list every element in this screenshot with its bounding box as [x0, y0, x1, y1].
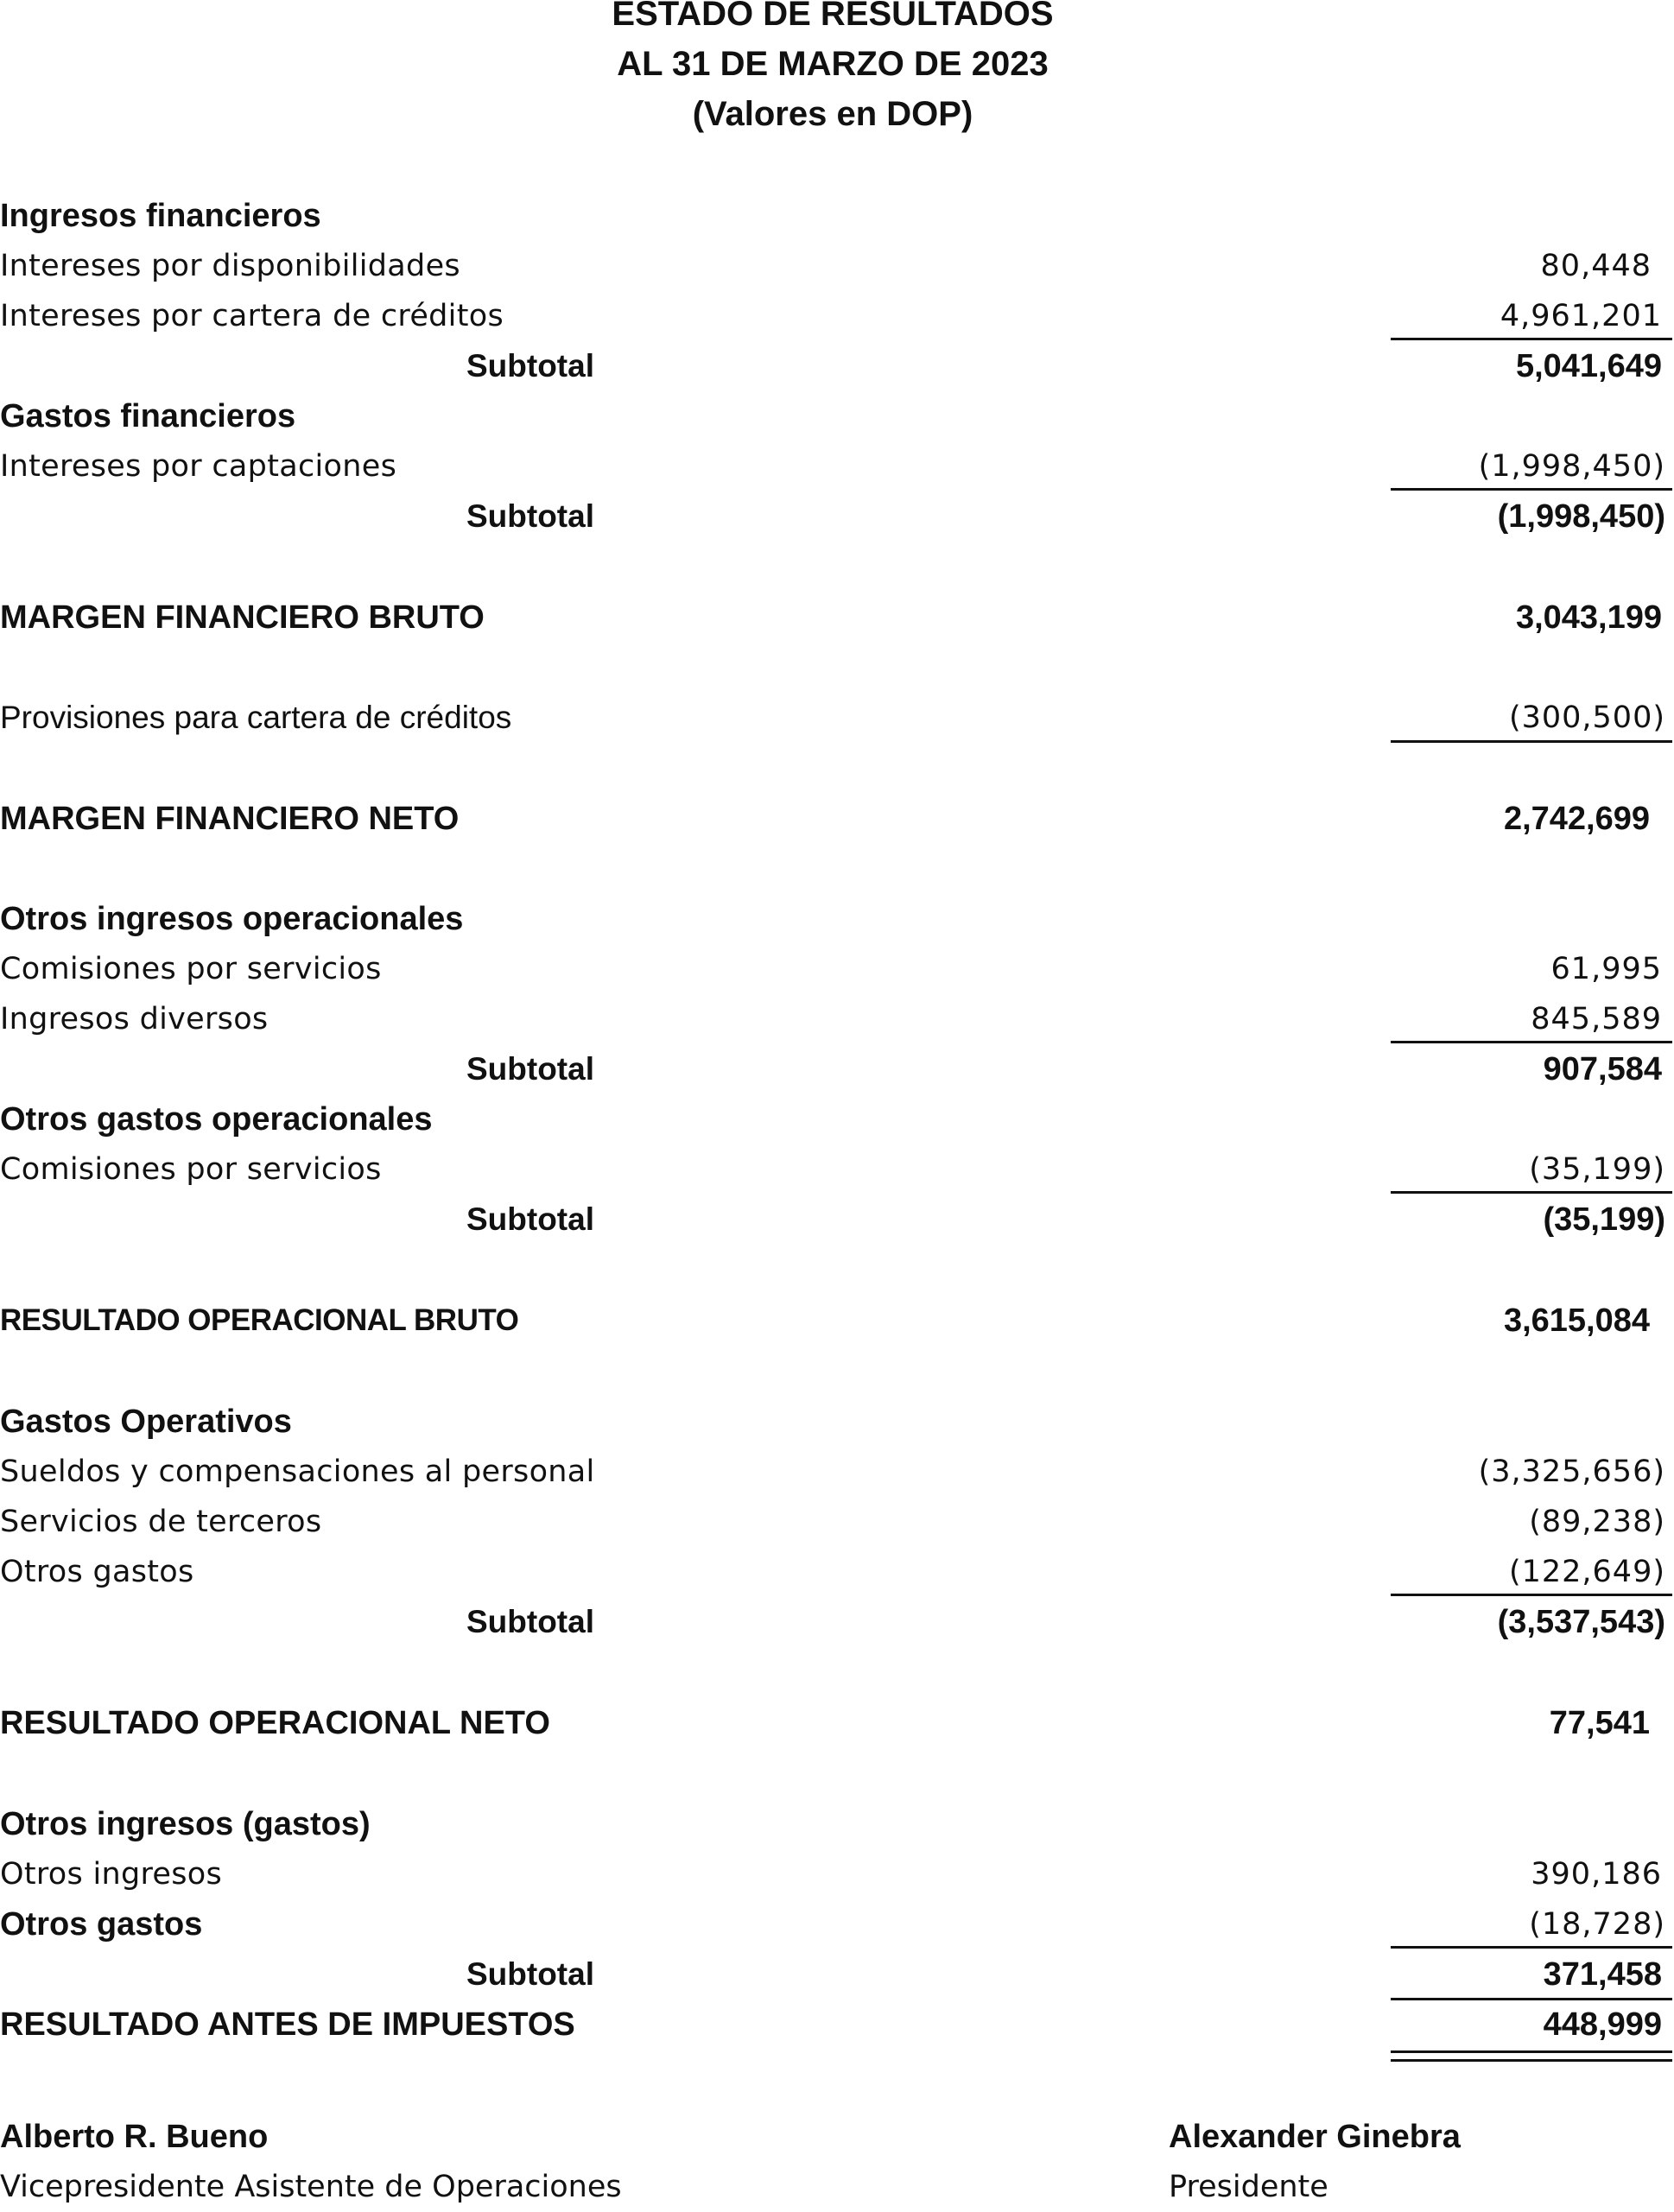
line-item-label: Comisiones por servicios [0, 952, 382, 986]
total-label: RESULTADO OPERACIONAL NETO [0, 1705, 550, 1741]
line-item [0, 1497, 1674, 1547]
line-item [0, 441, 1674, 491]
total-amount: 3,615,084 [1503, 1302, 1650, 1339]
line-item-label: Otros gastos [0, 1555, 194, 1589]
line-item-label: Ingresos diversos [0, 1002, 269, 1036]
subtotal-row [0, 1949, 1674, 2000]
line-item-amount: 390,186 [1531, 1857, 1662, 1892]
subtotal-rule [1391, 1946, 1672, 1949]
section-heading-label: Gastos Operativos [0, 1404, 292, 1440]
subtotal-rule [1391, 1594, 1672, 1596]
line-item-amount: (35,199) [1529, 1152, 1665, 1187]
statement-currency: (Valores en DOP) [692, 95, 973, 133]
total-label: RESULTADO OPERACIONAL BRUTO [0, 1303, 519, 1337]
line-item-provisiones [0, 693, 1674, 743]
subtotal-row [0, 1597, 1674, 1647]
section-heading-label: Ingresos financieros [0, 198, 321, 234]
total-row-resultado-antes-impuestos [0, 2000, 1674, 2050]
total-row-margen-bruto [0, 593, 1674, 643]
section-heading-otros-ingresos-gastos [0, 1799, 1674, 1849]
total-row-margen-neto [0, 794, 1674, 844]
line-item-label: Intereses por captaciones [0, 449, 397, 484]
line-item [0, 1144, 1674, 1195]
line-item-amount: 80,448 [1540, 249, 1652, 283]
subtotal-rule [1391, 488, 1672, 491]
line-item-label: Intereses por cartera de créditos [0, 299, 504, 333]
total-row-resultado-op-neto [0, 1698, 1674, 1748]
total-amount: 2,742,699 [1503, 801, 1650, 837]
line-item-label: Servicios de terceros [0, 1505, 322, 1539]
total-label: MARGEN FINANCIERO BRUTO [0, 599, 485, 636]
line-item-amount: 4,961,201 [1500, 299, 1662, 333]
line-item [0, 1899, 1674, 1949]
subtotal-rule [1391, 1041, 1672, 1043]
line-item [0, 1849, 1674, 1899]
total-amount: 3,043,199 [1515, 599, 1662, 636]
subtotal-row [0, 1044, 1674, 1094]
line-item-label: Provisiones para cartera de créditos [0, 700, 512, 735]
subtotal-rule [1391, 740, 1672, 743]
subtotal-rule [1391, 1191, 1672, 1194]
line-item-amount: (300,500) [1508, 700, 1665, 735]
line-item [0, 1447, 1674, 1497]
section-heading-label: Otros ingresos (gastos) [0, 1806, 371, 1842]
subtotal-amount: (1,998,450) [1497, 498, 1665, 535]
signatory-name-left: Alberto R. Bueno [0, 2119, 269, 2155]
section-heading-label: Gastos financieros [0, 398, 296, 434]
line-item-amount: (18,728) [1529, 1907, 1665, 1942]
double-underline [1391, 2050, 1672, 2062]
subtotal-amount: (3,537,543) [1497, 1604, 1665, 1640]
subtotal-amount: 907,584 [1543, 1051, 1662, 1087]
line-item-amount: 61,995 [1550, 952, 1662, 986]
line-item [0, 241, 1674, 291]
line-item-label: Comisiones por servicios [0, 1152, 382, 1187]
section-heading-otros-ingresos-op [0, 894, 1674, 944]
line-item [0, 944, 1674, 994]
subtotal-label: Subtotal [466, 1051, 594, 1087]
line-item-label: Sueldos y compensaciones al personal [0, 1455, 595, 1489]
line-item [0, 291, 1674, 341]
subtotal-label: Subtotal [466, 1604, 594, 1639]
subtotal-label: Subtotal [466, 1201, 594, 1237]
line-item [0, 1547, 1674, 1597]
line-item-amount: (89,238) [1529, 1505, 1665, 1539]
subtotal-row [0, 491, 1674, 542]
subtotal-row [0, 1195, 1674, 1245]
subtotal-row [0, 341, 1674, 391]
subtotal-amount: (35,199) [1543, 1201, 1665, 1238]
line-item-amount: (122,649) [1508, 1555, 1665, 1589]
total-label: MARGEN FINANCIERO NETO [0, 801, 460, 837]
statement-title: ESTADO DE RESULTADOS [612, 0, 1054, 33]
subtotal-label: Subtotal [466, 348, 594, 383]
section-heading-label: Otros ingresos operacionales [0, 901, 464, 937]
total-row-resultado-op-bruto [0, 1296, 1674, 1346]
signatory-role-left: Vicepresidente Asistente de Operaciones [0, 2170, 622, 2204]
line-item-amount: (3,325,656) [1478, 1455, 1665, 1489]
section-heading-gastos-operativos [0, 1397, 1674, 1447]
line-item-label: Otros ingresos [0, 1857, 223, 1892]
signatory-name-right: Alexander Ginebra [1169, 2119, 1461, 2155]
section-heading-ingresos-financieros [0, 191, 1674, 241]
line-item-label: Intereses por disponibilidades [0, 249, 460, 283]
total-label: RESULTADO ANTES DE IMPUESTOS [0, 2006, 575, 2043]
total-amount: 448,999 [1543, 2006, 1662, 2043]
subtotal-label: Subtotal [466, 1956, 594, 1992]
signatory-role-right: Presidente [1169, 2170, 1328, 2204]
statement-date: AL 31 DE MARZO DE 2023 [617, 45, 1049, 83]
section-heading-label: Otros gastos operacionales [0, 1101, 433, 1138]
section-heading-otros-gastos-op [0, 1094, 1674, 1144]
line-item [0, 994, 1674, 1044]
line-item-amount: 845,589 [1531, 1002, 1662, 1036]
line-item-label: Otros gastos [0, 1906, 203, 1943]
subtotal-amount: 5,041,649 [1515, 348, 1662, 384]
subtotal-label: Subtotal [466, 498, 594, 534]
subtotal-amount: 371,458 [1543, 1956, 1662, 1993]
section-heading-gastos-financieros [0, 391, 1674, 441]
total-amount: 77,541 [1549, 1705, 1650, 1741]
subtotal-rule [1391, 338, 1672, 340]
line-item-amount: (1,998,450) [1478, 449, 1665, 484]
